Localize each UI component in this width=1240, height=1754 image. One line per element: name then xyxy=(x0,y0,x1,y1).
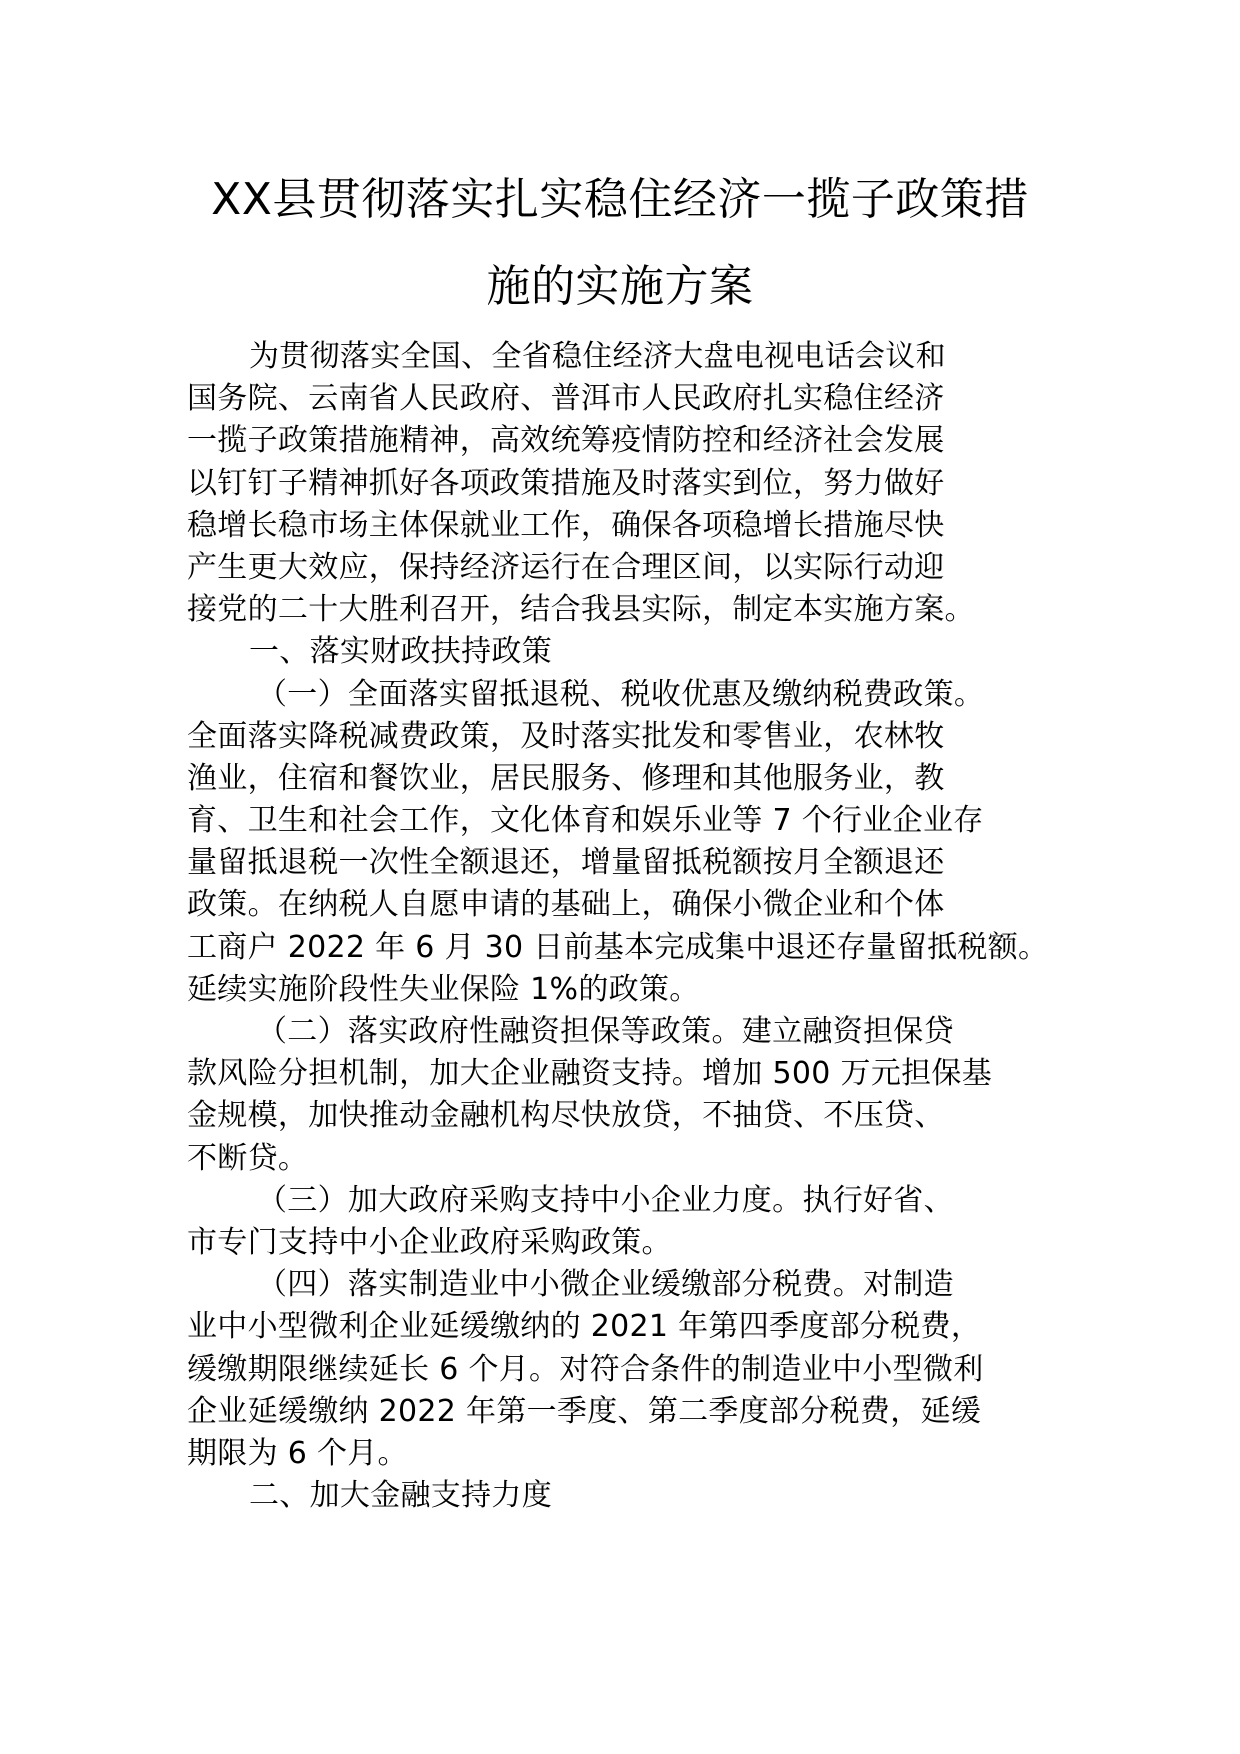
paragraph-line: 为贯彻落实全国、全省稳住经济大盘电视电话会议和 xyxy=(249,339,946,374)
paragraph-line: 缓缴期限继续延长 6 个月。对符合条件的制造业中小型微利 xyxy=(187,1351,984,1387)
document-body xyxy=(187,336,1057,1517)
paragraph-line: 渔业，住宿和餐饮业，居民服务、修理和其他服务业，教 xyxy=(187,760,945,796)
section-heading: 二、加大金融支持力度 xyxy=(249,1478,552,1514)
section-heading: 一、落实财政扶持政策 xyxy=(249,634,552,670)
document-title-line-1: XX县贯彻落实扎实稳住经济一揽子政策措 xyxy=(211,174,1029,225)
paragraph-line: 市专门支持中小企业政府采购政策。 xyxy=(187,1224,672,1260)
paragraph-line: （二）落实政府性融资担保等政策。建立融资担保贷 xyxy=(257,1014,954,1049)
paragraph-line: 企业延缓缴纳 2022 年第一季度、第二季度部分税费，延缓 xyxy=(187,1393,982,1429)
paragraph-line: 以钉钉子精神抓好各项政策措施及时落实到位，努力做好 xyxy=(187,465,945,501)
document-title-line-2: 施的实施方案 xyxy=(486,261,754,312)
paragraph-line: 量留抵退税一次性全额退还，增量留抵税额按月全额退还 xyxy=(187,845,945,881)
paragraph-line: 稳增长稳市场主体保就业工作，确保各项稳增长措施尽快 xyxy=(187,507,945,543)
paragraph-line: 国务院、云南省人民政府、普洱市人民政府扎实稳住经济 xyxy=(187,381,945,417)
paragraph-line: 业中小型微利企业延缓缴纳的 2021 年第四季度部分税费， xyxy=(187,1309,982,1345)
paragraph-line: 工商户 2022 年 6 月 30 日前基本完成集中退还存量留抵税额。 xyxy=(187,929,1049,965)
paragraph-line: 接党的二十大胜利召开，结合我县实际，制定本实施方案。 xyxy=(187,592,975,628)
paragraph-line: 育、卫生和社会工作，文化体育和娱乐业等 7 个行业企业存 xyxy=(187,803,984,839)
paragraph-line: 政策。在纳税人自愿申请的基础上，确保小微企业和个体 xyxy=(187,887,945,923)
paragraph-line: 不断贷。 xyxy=(187,1140,309,1176)
paragraph-line: 金规模，加快推动金融机构尽快放贷，不抽贷、不压贷、 xyxy=(187,1098,945,1134)
paragraph-line: （四）落实制造业中小微企业缓缴部分税费。对制造 xyxy=(257,1267,954,1303)
paragraph-line: 产生更大效应，保持经济运行在合理区间，以实际行动迎 xyxy=(187,549,945,585)
paragraph-line: 延续实施阶段性失业保险 1%的政策。 xyxy=(187,971,700,1007)
paragraph-line: 全面落实降税减费政策，及时落实批发和零售业，农林牧 xyxy=(187,718,945,754)
paragraph-line: （一）全面落实留抵退税、税收优惠及缴纳税费政策。 xyxy=(257,676,985,712)
paragraph-line: 期限为 6 个月。 xyxy=(187,1435,408,1471)
paragraph-line: 一揽子政策措施精神，高效统筹疫情防控和经济社会发展 xyxy=(187,423,945,459)
paragraph-line: （三）加大政府采购支持中小企业力度。执行好省、 xyxy=(257,1182,954,1218)
paragraph-line: 款风险分担机制，加大企业融资支持。增加 500 万元担保基 xyxy=(187,1056,993,1092)
